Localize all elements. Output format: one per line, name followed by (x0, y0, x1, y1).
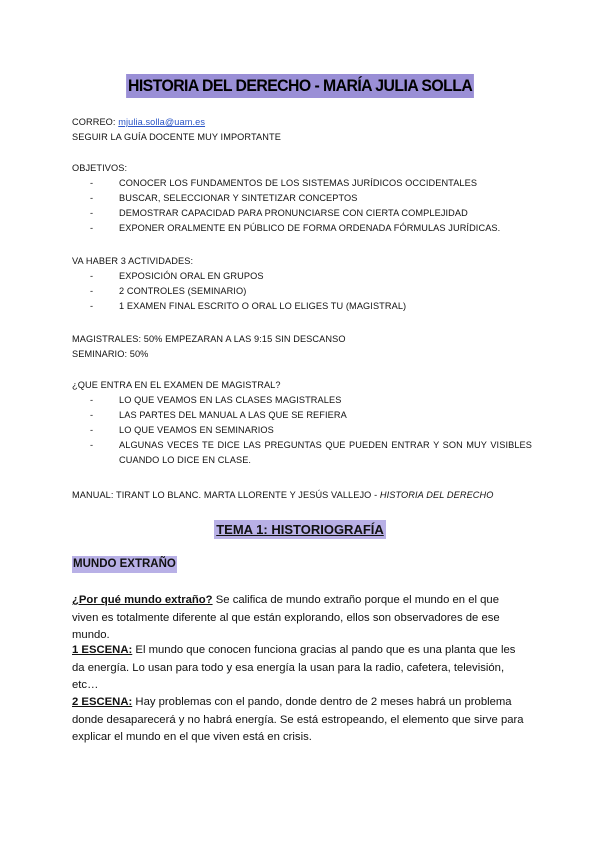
dash-bullet: - (90, 286, 94, 296)
objectives-section (72, 161, 532, 236)
magistrales-line: MAGISTRALES: 50% EMPEZARAN A LAS 9:15 SIN DESCANSO (72, 334, 346, 344)
dash-bullet: - (90, 440, 94, 450)
objectives-list (72, 176, 532, 236)
list-item: - 1 EXAMEN FINAL ESCRITO O ORAL LO ELIGES TU (MAGISTRAL) (72, 299, 532, 314)
list-item: - CONOCER LOS FUNDAMENTOS DE LOS SISTEMAS JURÍDICOS OCCIDENTALES (72, 176, 532, 191)
dash-bullet: - (90, 208, 94, 218)
list-item: - DEMOSTRAR CAPACIDAD PARA PRONUNCIARSE CON CIERTA COMPLEJIDAD (72, 206, 532, 221)
title-container (0, 74, 600, 98)
list-item: - LAS PARTES DEL MANUAL A LAS QUE SE REFIERA (72, 408, 532, 423)
dash-bullet: - (90, 193, 94, 203)
dash-bullet: - (90, 410, 94, 420)
activities-list (72, 269, 532, 314)
paragraph-text: Se califica de mundo extraño porque el mundo en el que viven es totalmente diferente al que están explorando, ellos son observadores de ese mundo. (72, 594, 500, 641)
manual-book-title: HISTORIA DEL DERECHO (379, 490, 494, 500)
paragraph-lead: 1 ESCENA: (72, 644, 133, 656)
activities-section (72, 254, 532, 314)
dash-bullet: - (90, 395, 94, 405)
list-item: - EXPONER ORALMENTE EN PÚBLICO DE FORMA ORDENADA FÓRMULAS JURÍDICAS. (72, 221, 532, 236)
dash-bullet: - (90, 301, 94, 311)
manual-line (72, 488, 532, 503)
grading-section (72, 332, 532, 362)
subheading-mundo-extrano: MUNDO EXTRAÑO (72, 556, 177, 573)
list-item: - LO QUE VEAMOS EN SEMINARIOS (72, 423, 532, 438)
manual-section (72, 488, 532, 503)
list-item: - LO QUE VEAMOS EN LAS CLASES MAGISTRALES (72, 393, 532, 408)
list-item: - EXPOSICIÓN ORAL EN GRUPOS (72, 269, 532, 284)
exam-heading: ¿QUE ENTRA EN EL EXAMEN DE MAGISTRAL? (72, 380, 281, 390)
exam-list (72, 393, 532, 468)
guide-note: SEGUIR LA GUÍA DOCENTE MUY IMPORTANTE (72, 132, 281, 142)
email-link[interactable]: mjulia.solla@uam.es (118, 117, 206, 127)
email-label: CORREO: (72, 117, 119, 127)
seminario-line: SEMINARIO: 50% (72, 349, 149, 359)
document-title: HISTORIA DEL DERECHO - MARÍA JULIA SOLLA (126, 74, 474, 98)
tema-container (0, 520, 600, 539)
exam-section (72, 378, 532, 468)
paragraph-text: Hay problemas con el pando, donde dentro de 2 meses habrá un problema donde desaparecerá y no habrá energía. Se está estropeando, el elemento que sirve para explicar el mundo en el que viven está en crisis. (72, 696, 524, 743)
paragraph-lead: 2 ESCENA: (72, 696, 133, 708)
dash-bullet: - (90, 425, 94, 435)
email-line (72, 115, 532, 130)
list-item: - BUSCAR, SELECCIONAR Y SINTETIZAR CONCEPTOS (72, 191, 532, 206)
list-item: - 2 CONTROLES (SEMINARIO) (72, 284, 532, 299)
activities-heading: VA HABER 3 ACTIVIDADES: (72, 256, 194, 266)
manual-prefix: MANUAL: TIRANT LO BLANC. MARTA LLORENTE Y JESÚS VALLEJO - (72, 490, 380, 500)
paragraph-escena-2 (72, 694, 528, 747)
tema-heading: TEMA 1: HISTORIOGRAFÍA (216, 522, 384, 537)
paragraph-text: El mundo que conocen funciona gracias al pando que es una planta que les da energía. Lo usan para todo y esa energía la usan para la radio, cafetera, televisión, etc… (72, 644, 516, 691)
objectives-heading: OBJETIVOS: (72, 163, 128, 173)
list-item: - ALGUNAS VECES TE DICE LAS PREGUNTAS QUE PUEDEN ENTRAR Y SON MUY VISIBLES CUANDO LO DICE EN CLASE. (90, 440, 532, 465)
paragraph-lead: ¿Por qué mundo extraño? (72, 594, 213, 606)
contact-section (72, 115, 532, 145)
dash-bullet: - (90, 178, 94, 188)
dash-bullet: - (90, 223, 94, 233)
paragraph-escena-1 (72, 642, 528, 695)
dash-bullet: - (90, 271, 94, 281)
paragraph-por-que (72, 592, 528, 645)
